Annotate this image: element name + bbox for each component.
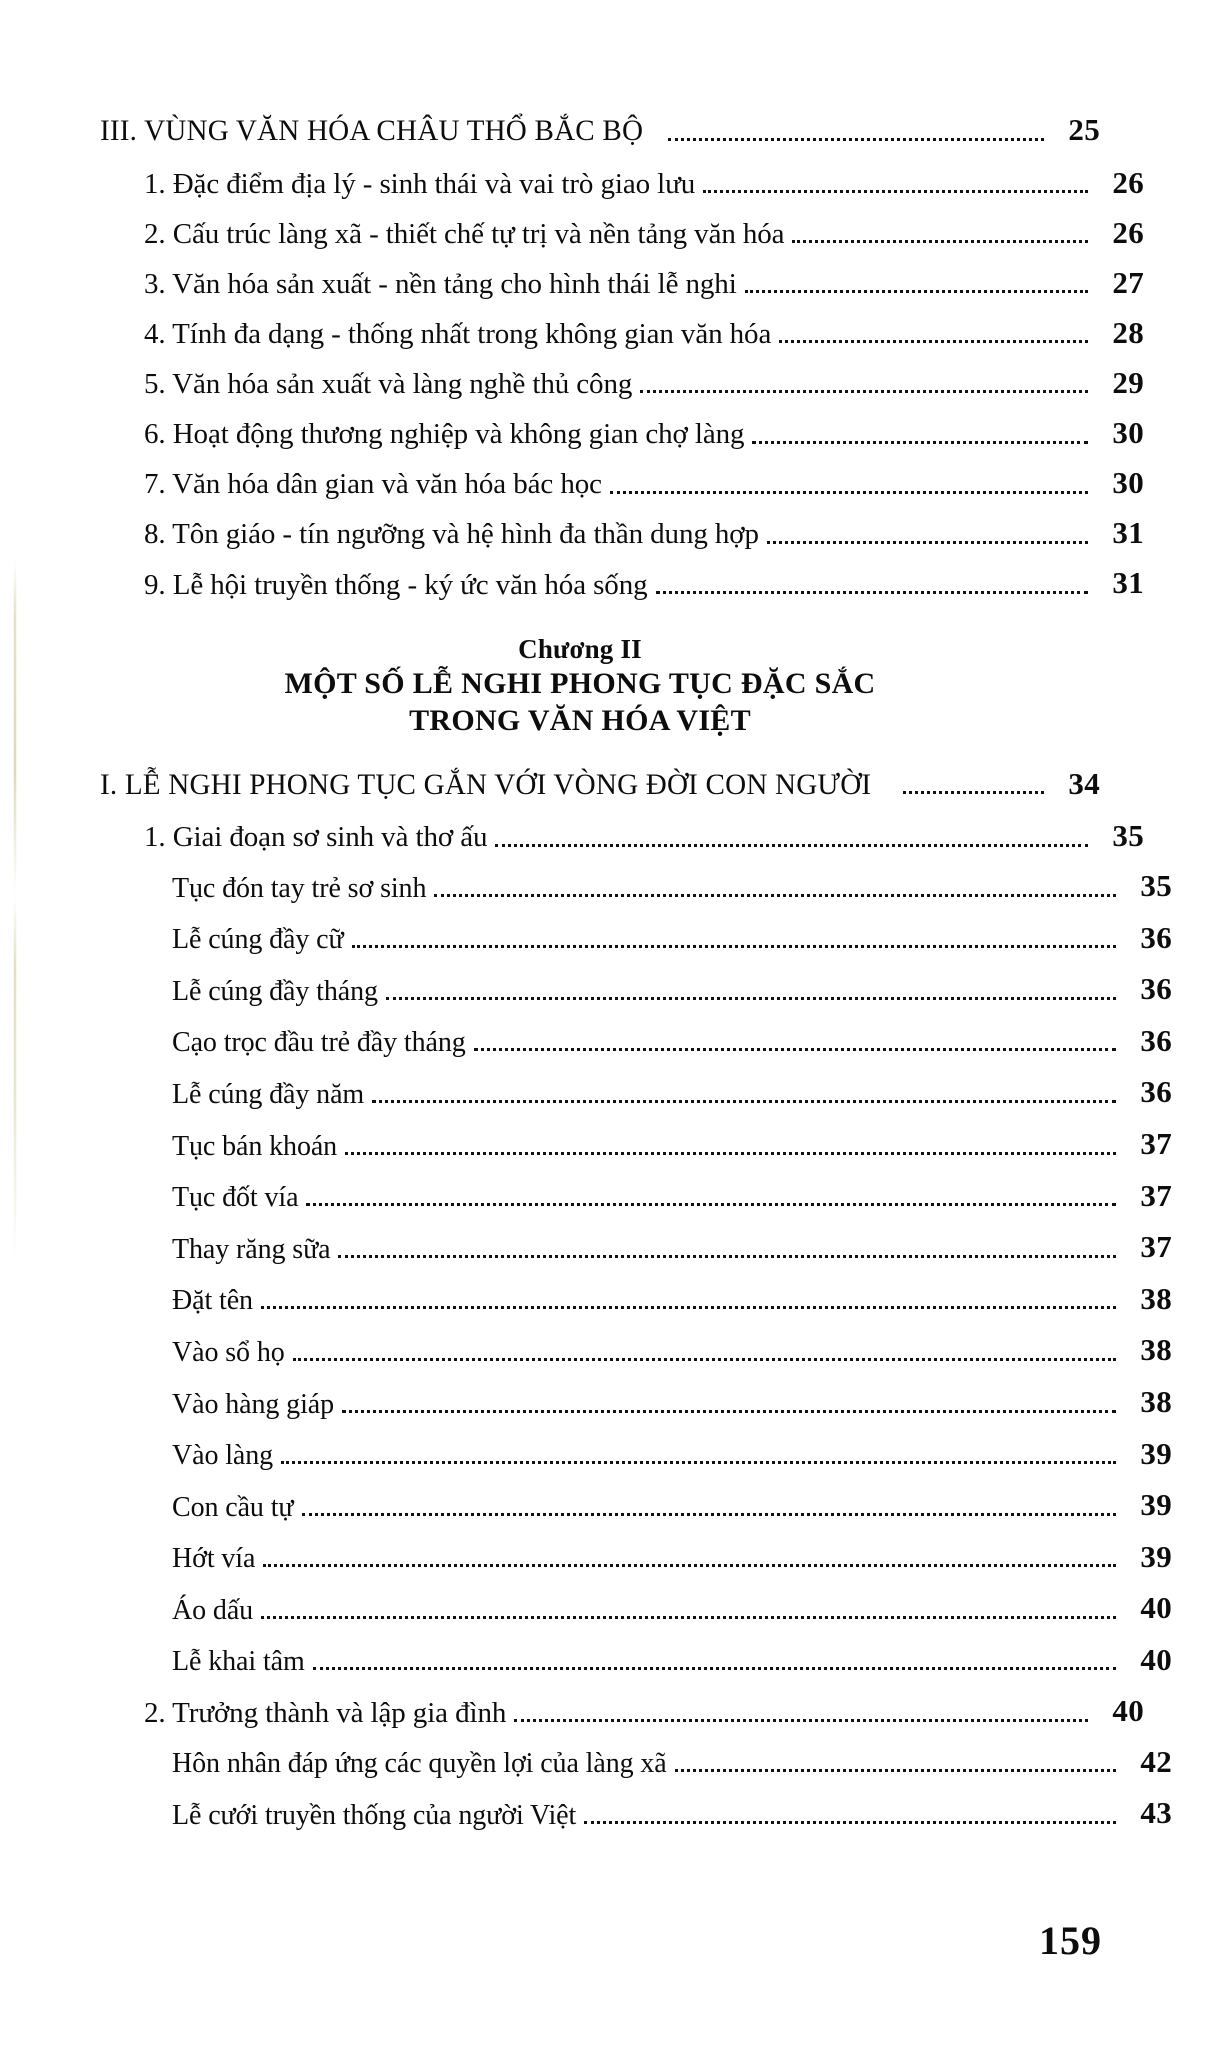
leader-dots	[261, 1306, 1116, 1309]
toc-section-heading-i[interactable]	[100, 766, 1100, 803]
leader-dots	[263, 1564, 1116, 1567]
toc-entry-label: 1. Đặc điểm địa lý - sinh thái và vai trò giao lưu	[144, 167, 696, 200]
chapter-title-line-2: TRONG VĂN HÓA VIỆT	[409, 703, 751, 737]
leader-dots	[703, 190, 1088, 193]
toc-entry-label: 6. Hoạt động thương nghiệp và không gian chợ làng	[144, 418, 745, 451]
toc-entry-page: 26	[1112, 164, 1144, 200]
leader-dots	[474, 1048, 1116, 1051]
toc-entry-page: 39	[1140, 1538, 1172, 1574]
table-of-contents	[100, 112, 1172, 1847]
toc-entry-label: 2. Cấu trúc làng xã - thiết chế tự trị và nền tảng văn hóa	[144, 218, 785, 251]
toc-entry-page: 42	[1140, 1743, 1172, 1779]
leader-dots	[745, 290, 1088, 293]
leader-dots	[342, 1410, 1116, 1413]
leader-dots	[656, 591, 1088, 594]
toc-entry-page: 39	[1140, 1487, 1172, 1523]
toc-entry-label: Con cầu tự	[172, 1491, 294, 1523]
toc-entry-label: Vào sổ họ	[172, 1336, 285, 1368]
toc-subitem[interactable]	[100, 920, 1172, 957]
toc-entry-label: Áo dấu	[172, 1594, 254, 1626]
leader-dots	[293, 1358, 1116, 1361]
toc-entry-label: Lễ cúng đầy tháng	[172, 975, 378, 1007]
toc-entry-label: 9. Lễ hội truyền thống - ký ức văn hóa sống	[144, 568, 648, 601]
toc-entry-page: 31	[1112, 515, 1144, 551]
leader-dots	[313, 1667, 1116, 1670]
leader-dots	[584, 1821, 1116, 1824]
toc-entry-page: 39	[1140, 1435, 1172, 1471]
toc-subitem[interactable]	[100, 971, 1172, 1008]
toc-entry-page: 38	[1140, 1332, 1172, 1368]
toc-entry-page: 40	[1140, 1641, 1172, 1677]
toc-subitem[interactable]	[100, 1487, 1172, 1524]
toc-entry-label: 8. Tôn giáo - tín ngưỡng và hệ hình đa thần dung hợp	[144, 518, 759, 551]
toc-entry-page: 38	[1140, 1280, 1172, 1316]
leader-dots	[610, 491, 1088, 494]
toc-subitem[interactable]	[100, 1178, 1172, 1215]
toc-subitem[interactable]	[100, 1744, 1172, 1781]
toc-entry-label: 1. Giai đoạn sơ sinh và thơ ấu	[144, 821, 488, 854]
chapter-heading-block	[100, 632, 1100, 740]
toc-entry-page: 37	[1140, 1229, 1172, 1265]
toc-item[interactable]	[100, 1693, 1144, 1730]
toc-item[interactable]	[100, 365, 1144, 402]
toc-entry-page: 30	[1112, 465, 1144, 501]
toc-subitem[interactable]	[100, 1281, 1172, 1318]
toc-entry-label: 5. Văn hóa sản xuất và làng nghề thủ công	[144, 368, 633, 401]
leader-dots	[514, 1719, 1088, 1722]
leader-dots	[675, 1769, 1116, 1772]
leader-dots	[386, 997, 1116, 1000]
toc-entry-page: 34	[1068, 765, 1100, 801]
toc-entry-page: 40	[1112, 1693, 1144, 1729]
toc-item[interactable]	[100, 265, 1144, 302]
leader-dots	[302, 1513, 1117, 1516]
toc-entry-page: 37	[1140, 1177, 1172, 1213]
leader-dots	[281, 1461, 1116, 1464]
toc-subitem[interactable]	[100, 1332, 1172, 1369]
toc-entry-label: Cạo trọc đầu trẻ đầy tháng	[172, 1027, 466, 1059]
leader-dots	[338, 1255, 1116, 1258]
leader-dots	[779, 340, 1088, 343]
leader-dots	[434, 894, 1116, 897]
toc-entry-label: Tục đón tay trẻ sơ sinh	[172, 872, 427, 904]
toc-entry-label: Tục đốt vía	[172, 1182, 299, 1214]
toc-item[interactable]	[100, 315, 1144, 352]
page-folio-number: 159	[1039, 1918, 1102, 1963]
toc-item[interactable]	[100, 515, 1144, 552]
toc-entry-page: 36	[1140, 919, 1172, 955]
toc-entry-page: 40	[1140, 1590, 1172, 1626]
toc-entry-page: 31	[1112, 565, 1144, 601]
toc-entry-label: 7. Văn hóa dân gian và văn hóa bác học	[144, 468, 602, 501]
toc-entry-label: Lễ cúng đầy cữ	[172, 924, 344, 956]
leader-dots	[792, 240, 1088, 243]
toc-item[interactable]	[100, 415, 1144, 452]
toc-entry-page: 38	[1140, 1383, 1172, 1419]
toc-entry-page: 35	[1112, 818, 1144, 854]
toc-item[interactable]	[100, 215, 1144, 252]
toc-entry-page: 28	[1112, 314, 1144, 350]
toc-entry-label: Lễ cưới truyền thống của người Việt	[172, 1799, 577, 1831]
toc-entry-label: Thay răng sữa	[172, 1233, 331, 1265]
toc-entry-label: 2. Trưởng thành và lập gia đình	[144, 1696, 507, 1729]
toc-subitem[interactable]	[100, 1126, 1172, 1163]
toc-entry-label: Vào hàng giáp	[172, 1388, 334, 1420]
leader-dots	[640, 390, 1088, 393]
toc-entry-page: 29	[1112, 364, 1144, 400]
toc-subitem[interactable]	[100, 1642, 1172, 1679]
toc-entry-page: 36	[1140, 1074, 1172, 1110]
leader-dots	[903, 791, 1044, 794]
leader-dots	[261, 1616, 1116, 1619]
leader-dots	[345, 1152, 1116, 1155]
leader-dots	[668, 138, 1044, 141]
toc-subitem[interactable]	[100, 868, 1172, 905]
toc-entry-label: Lễ khai tâm	[172, 1646, 305, 1678]
toc-item[interactable]	[100, 565, 1144, 602]
toc-entry-page: 35	[1140, 868, 1172, 904]
toc-entry-label: I. LỄ NGHI PHONG TỤC GẮN VỚI VÒNG ĐỜI CON NGƯỜI	[100, 767, 872, 801]
toc-entry-label: Tục bán khoán	[172, 1130, 338, 1162]
toc-entry-label: Lễ cúng đầy năm	[172, 1079, 365, 1111]
toc-entry-page: 37	[1140, 1126, 1172, 1162]
toc-entry-label: III. VÙNG VĂN HÓA CHÂU THỔ BẮC BỘ	[100, 114, 644, 148]
toc-subitem[interactable]	[100, 1436, 1172, 1473]
toc-subitem[interactable]	[100, 1539, 1172, 1576]
toc-entry-label: 3. Văn hóa sản xuất - nền tảng cho hình thái lễ nghi	[144, 268, 737, 301]
leader-dots	[306, 1203, 1116, 1206]
toc-entry-label: Vào làng	[172, 1440, 274, 1472]
toc-entry-page: 30	[1112, 414, 1144, 450]
leader-dots	[372, 1100, 1116, 1103]
toc-entry-label: Hôn nhân đáp ứng các quyền lợi của làng xã	[172, 1748, 667, 1780]
leader-dots	[352, 945, 1116, 948]
toc-item[interactable]	[100, 818, 1144, 855]
toc-subitem[interactable]	[100, 1023, 1172, 1060]
toc-subitem[interactable]	[100, 1384, 1172, 1421]
toc-entry-label: Đặt tên	[172, 1285, 253, 1317]
toc-item[interactable]	[100, 165, 1144, 202]
toc-entry-label: 4. Tính đa dạng - thống nhất trong không gian văn hóa	[144, 318, 772, 351]
toc-item[interactable]	[100, 465, 1144, 502]
toc-entry-page: 26	[1112, 214, 1144, 250]
leader-dots	[495, 844, 1088, 847]
toc-entry-page: 36	[1140, 1022, 1172, 1058]
chapter-title-line-1: MỘT SỐ LỄ NGHI PHONG TỤC ĐẶC SẮC	[284, 667, 876, 701]
toc-subitem[interactable]	[100, 1074, 1172, 1111]
toc-entry-page: 27	[1112, 264, 1144, 300]
toc-entry-page: 25	[1068, 112, 1100, 147]
toc-subitem[interactable]	[100, 1229, 1172, 1266]
chapter-number-label: Chương II	[518, 633, 642, 664]
leader-dots	[767, 541, 1088, 544]
toc-subitem[interactable]	[100, 1795, 1172, 1832]
toc-entry-label: Hớt vía	[172, 1543, 256, 1575]
toc-entry-page: 43	[1140, 1795, 1172, 1831]
leader-dots	[752, 441, 1088, 444]
toc-entry-page: 36	[1140, 971, 1172, 1007]
toc-subitem[interactable]	[100, 1590, 1172, 1627]
toc-section-heading-iii[interactable]	[100, 112, 1100, 149]
